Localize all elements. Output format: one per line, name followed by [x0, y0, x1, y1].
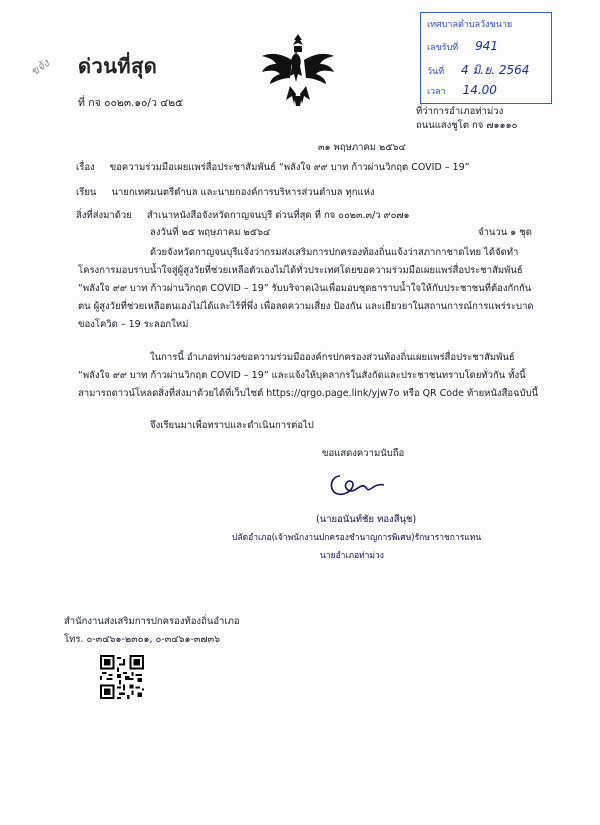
paragraph2-line3: สามารถดาวน์โหลดสิ่งที่ส่งมาด้วยได้ที่เว็บไซต์ https://qrgo.page.link/yjw7o หรือ QR Code ท้ายหนังสือฉบับนี้ [78, 388, 539, 399]
paragraph1-line3: “พลังใจ ๙๙ บาท ก้าวผ่านวิกฤต COVID – 19” รับบริจาคเงินเพื่อมอบชุดธาราบน้ำใจให้กับประชาชนที่ต้องกักกัน [78, 283, 532, 294]
enclosure-date: ลงวันที่ ๒๕ พฤษภาคม ๒๕๖๔ [150, 227, 271, 238]
qr-code-icon [100, 655, 144, 699]
paragraph1-line2: โครงการมอบราบน้ำใจสู่ผู้สูงวัยที่ช่วยเหลือตัวเองไม่ได้ทั่วประเทศโดยขอความร่วมมือเผยแพร่สื่อประชาสัมพันธ์ [78, 265, 523, 276]
enclosure-label: สิ่งที่ส่งมาด้วย [76, 210, 132, 221]
stamp-time-value: 14.00 [462, 83, 497, 97]
urgency-label: ด่วนที่สุด [78, 54, 158, 78]
stamp-time-label: เวลา [427, 87, 446, 97]
regards-text: ขอแสดงความนับถือ [322, 448, 405, 459]
paragraph2-line2: “พลังใจ ๙๙ บาท ก้าวผ่านวิกฤต COVID – 19” และแจ้งให้บุคลากรในสังกัดและประชาชนทราบโดยทั่วกัน ทั้งนี้ [78, 370, 526, 381]
stamp-date-value: 4 มิ.ย. 2564 [461, 63, 530, 77]
signature-mark-icon [326, 472, 386, 498]
office-address-line1: ที่ว่าการอำเภอท่าม่วง [416, 106, 504, 117]
recipient-label: เรียน [76, 187, 97, 198]
footer-phone: โทร. ๐-๓๔๖๑-๒๓๐๑, ๐-๓๔๖๑-๓๗๓๖ [64, 634, 221, 645]
signer-title-2: นายอำเภอท่าม่วง [320, 551, 384, 561]
subject-text: ขอความร่วมมือเผยแพร่สื่อประชาสัมพันธ์ “พลังใจ ๙๙ บาท ก้าวผ่านวิกฤต COVID – 19” [109, 162, 470, 173]
subject-label: เรื่อง [76, 162, 95, 173]
paragraph1-line4: ตน ผู้สูงวัยที่ช่วยเหลือตนเองไม่ได้และไร้ที่พึ่ง เพื่อลดความเสี่ยง ป้องกัน และเยียวยาในสถานการณ์การแพร่ระบาด [78, 301, 534, 312]
recipient-text: นายกเทศมนตรีตำบล และนายกองค์การบริหารส่วนตำบล ทุกแห่ง [111, 187, 375, 198]
office-address-line2: ถนนแสงชูโต กจ ๗๑๑๑๐ [416, 120, 518, 131]
recipient-line [76, 185, 375, 200]
enclosure-line [76, 208, 410, 223]
closing-request: จึงเรียนมาเพื่อทราบและดำเนินการต่อไป [150, 420, 314, 431]
footer-department: สำนักงานส่งเสริมการปกครองท้องถิ่นอำเภอ [64, 616, 240, 627]
paragraph1-line5: ของโควิด – 19 ระลอกใหม่ [78, 319, 189, 330]
stamp-received-label: เลขรับที่ [427, 43, 459, 53]
signer-title-1: ปลัดอำเภอ(เจ้าพนักงานปกครองชำนาญการพิเศษ)รักษาราชการแทน [232, 533, 482, 543]
received-stamp [420, 12, 552, 104]
enclosure-count: จำนวน ๑ ชุด [478, 227, 532, 238]
paragraph1-line1: ด้วยจังหวัดกาญจนบุรีแจ้งว่ากรมส่งเสริมการปกครองท้องถิ่นแจ้งว่าสภากาชาดไทย ได้จัดทำ [150, 247, 519, 258]
stamp-received-value: 941 [475, 39, 499, 53]
subject-line [76, 160, 470, 175]
stamp-date-label: วันที่ [427, 67, 445, 77]
document-date: ๓๑ พฤษภาคม ๒๕๖๔ [318, 142, 406, 153]
stamp-org: เทศบาลตำบลวังขนาย [427, 20, 513, 30]
garuda-emblem-icon [258, 30, 338, 110]
handwritten-side-note: ขจัง [28, 56, 52, 79]
signer-name: (นายอนันท์ชัย ทองสีนุช) [316, 514, 417, 525]
enclosure-text: สำเนาหนังสือจังหวัดกาญจนบุรี ด่วนที่สุด ที่ กจ ๐๐๒๓.๓/ว ๙๐๗๑ [146, 210, 410, 221]
paragraph2-line1: ในการนี้ อำเภอท่าม่วงขอความร่วมมือองค์กรปกครองส่วนท้องถิ่นเผยแพร่สื่อประชาสัมพันธ์ [150, 352, 515, 363]
document-number: ที่ กจ ๐๐๒๓.๑๐/ว ๔๒๕ [78, 97, 184, 109]
